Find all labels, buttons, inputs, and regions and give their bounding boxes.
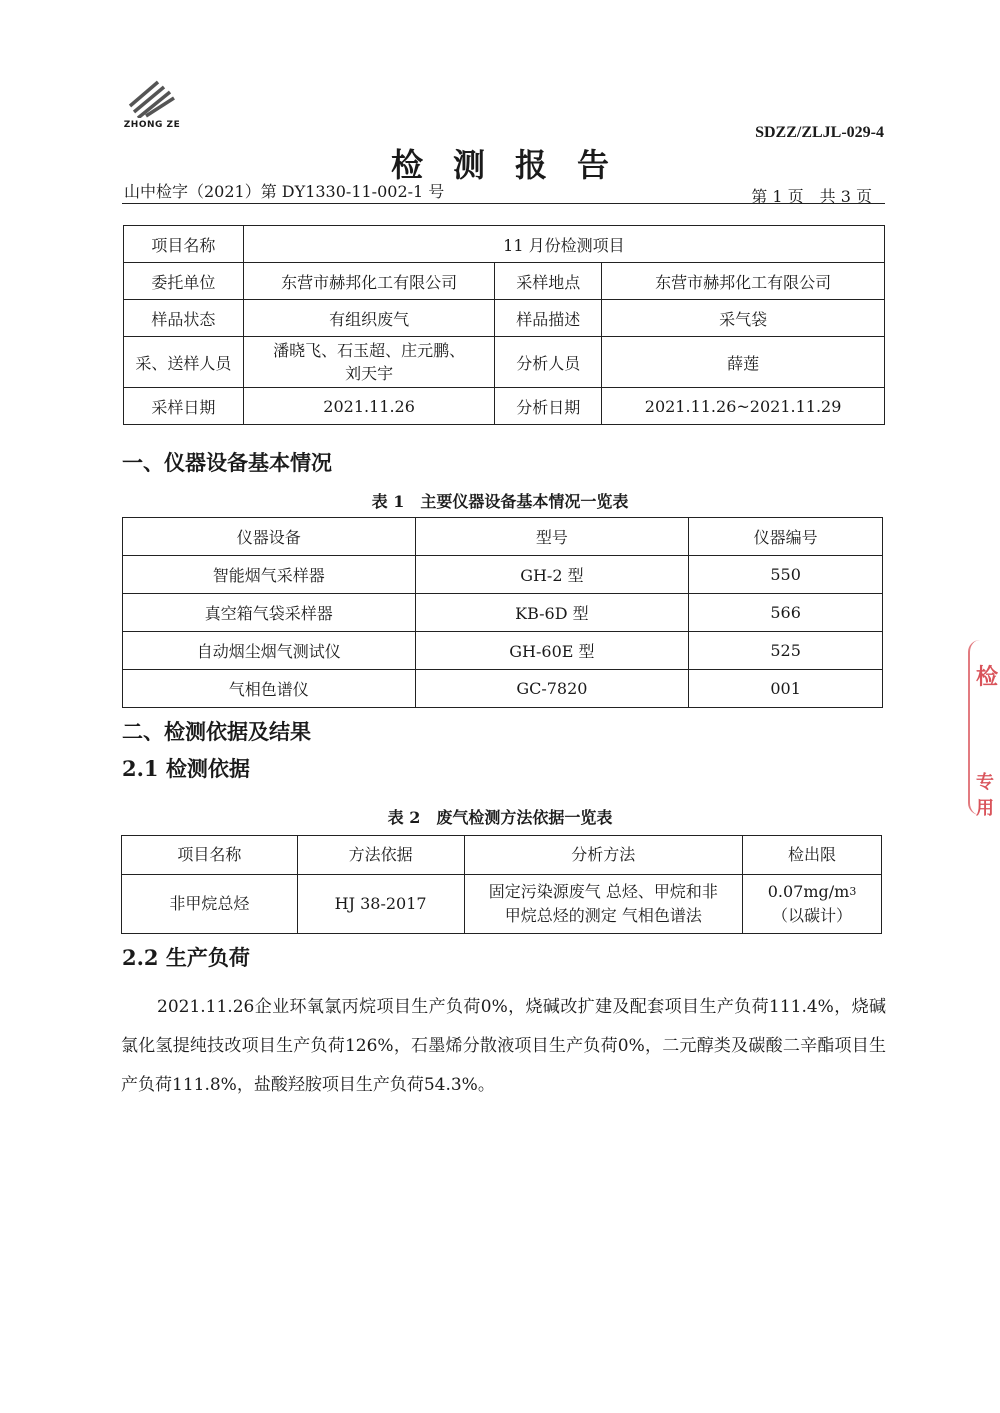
table-header-row bbox=[123, 518, 883, 556]
table-header-row bbox=[122, 836, 882, 875]
report-number: 山中检字（2021）第 DY1330-11-002-1 号 bbox=[124, 182, 445, 201]
company-logo bbox=[120, 78, 190, 138]
project-name-value: 11 月份检测项目 bbox=[243, 226, 884, 263]
table-row bbox=[123, 556, 883, 594]
table-cell: KB-6D 型 bbox=[415, 594, 689, 632]
description-label: 样品描述 bbox=[495, 300, 602, 337]
description-value: 采气袋 bbox=[602, 300, 885, 337]
table-cell: 智能烟气采样器 bbox=[123, 556, 416, 594]
seal-stamp bbox=[968, 640, 1000, 819]
table-row bbox=[124, 300, 885, 337]
table-cell: HJ 38-2017 bbox=[297, 875, 464, 934]
sampler-label: 采、送样人员 bbox=[124, 337, 244, 388]
column-header: 项目名称 bbox=[122, 836, 298, 875]
sampler-value-line-2: 刘天宇 bbox=[345, 364, 394, 383]
column-header: 方法依据 bbox=[297, 836, 464, 875]
analysis-date-label: 分析日期 bbox=[495, 388, 602, 425]
sampler-value bbox=[243, 337, 495, 388]
limit-value: 0.07mg/m bbox=[767, 882, 850, 901]
stamp-char-1: 检 bbox=[976, 664, 999, 690]
table-row bbox=[123, 594, 883, 632]
analysis-date-value: 2021.11.26~2021.11.29 bbox=[602, 388, 885, 425]
column-header: 型号 bbox=[415, 518, 689, 556]
table-cell: 566 bbox=[689, 594, 883, 632]
table-cell: 真空箱气袋采样器 bbox=[123, 594, 416, 632]
analyst-value: 薛莲 bbox=[602, 337, 885, 388]
method-line-2: 甲烷总烃的测定 气相色谱法 bbox=[504, 906, 702, 925]
logo-text: ZHONG ZE bbox=[123, 120, 181, 130]
method-table bbox=[121, 835, 882, 934]
page-indicator: 第 1 页 共 3 页 bbox=[751, 187, 872, 206]
table-cell bbox=[464, 875, 743, 934]
section-2-1-heading: 2.1 检测依据 bbox=[122, 756, 250, 781]
table-cell: 自动烟尘烟气测试仪 bbox=[123, 632, 416, 670]
analyst-label: 分析人员 bbox=[495, 337, 602, 388]
state-label: 样品状态 bbox=[124, 300, 244, 337]
sampler-value-line-1: 潘晓飞、石玉超、庄元鹏、 bbox=[273, 341, 466, 360]
table-cell: 550 bbox=[689, 556, 883, 594]
table-cell: 非甲烷总烃 bbox=[122, 875, 298, 934]
section-1-heading: 一、仪器设备基本情况 bbox=[122, 450, 332, 475]
limit-line-2: （以碳计） bbox=[772, 906, 853, 925]
column-header: 仪器编号 bbox=[689, 518, 883, 556]
state-value: 有组织废气 bbox=[243, 300, 495, 337]
column-header: 检出限 bbox=[743, 836, 882, 875]
client-value: 东营市赫邦化工有限公司 bbox=[243, 263, 495, 300]
document-code: SDZZ/ZLJL-029-4 bbox=[755, 124, 884, 141]
table-row bbox=[124, 263, 885, 300]
table-cell: 001 bbox=[689, 670, 883, 708]
limit-unit-exponent: 3 bbox=[849, 885, 857, 898]
table-cell: GH-60E 型 bbox=[415, 632, 689, 670]
stamp-char-2: 专用 bbox=[976, 772, 994, 819]
site-value: 东营市赫邦化工有限公司 bbox=[602, 263, 885, 300]
table-row bbox=[124, 388, 885, 425]
table-cell: GH-2 型 bbox=[415, 556, 689, 594]
table-cell: GC-7820 bbox=[415, 670, 689, 708]
table-cell: 525 bbox=[689, 632, 883, 670]
column-header: 仪器设备 bbox=[123, 518, 416, 556]
header-divider bbox=[122, 203, 885, 204]
column-header: 分析方法 bbox=[464, 836, 743, 875]
table-row bbox=[123, 670, 883, 708]
logo-icon bbox=[120, 78, 184, 118]
table-2-caption: 表 2 废气检测方法依据一览表 bbox=[387, 808, 613, 827]
table-row bbox=[124, 337, 885, 388]
sample-date-value: 2021.11.26 bbox=[243, 388, 495, 425]
method-line-1: 固定污染源废气 总烃、甲烷和非 bbox=[488, 882, 718, 901]
section-2-2-heading: 2.2 生产负荷 bbox=[122, 945, 250, 970]
sample-info-table bbox=[123, 225, 885, 425]
section-2-heading: 二、检测依据及结果 bbox=[122, 719, 311, 744]
page-title: 检测报告 bbox=[390, 146, 639, 184]
production-load-paragraph: 2021.11.26企业环氧氯丙烷项目生产负荷0%，烧碱改扩建及配套项目生产负荷111.4%，烧碱氯化氢提纯技改项目生产负荷126%，石墨烯分散液项目生产负荷0%，二元醇类及碳酸二辛酯项目生产负荷111.8%，盐酸羟胺项目生产负荷54.3%。 bbox=[121, 997, 886, 1095]
site-label: 采样地点 bbox=[495, 263, 602, 300]
table-cell: 气相色谱仪 bbox=[123, 670, 416, 708]
sample-date-label: 采样日期 bbox=[124, 388, 244, 425]
table-row bbox=[122, 875, 882, 934]
table-1-caption: 表 1 主要仪器设备基本情况一览表 bbox=[371, 492, 629, 511]
client-label: 委托单位 bbox=[124, 263, 244, 300]
table-row bbox=[124, 226, 885, 263]
table-cell bbox=[743, 875, 882, 934]
limit-line-1 bbox=[743, 880, 881, 904]
project-name-label: 项目名称 bbox=[124, 226, 244, 263]
table-row bbox=[123, 632, 883, 670]
equipment-table bbox=[122, 517, 883, 708]
